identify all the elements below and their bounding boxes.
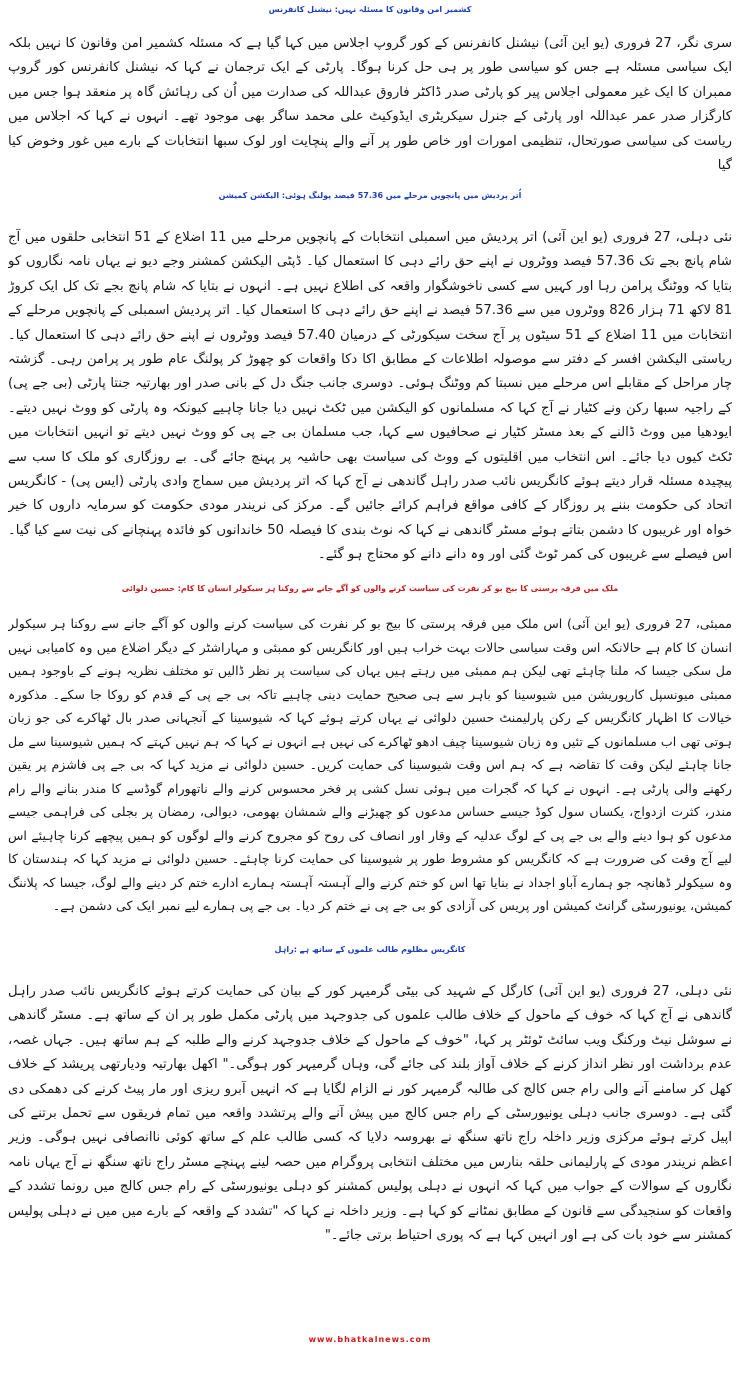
story-2-headline: اُتر پردیش میں پانچویں مرحلے میں 57.36 فیصد پولنگ ہوئی: الیکشن کمیشن: [218, 191, 522, 200]
story-4-body: [8, 980, 732, 1298]
site-url-footer[interactable]: www.bhatkalnews.com: [308, 1335, 432, 1344]
story-3-body: [8, 612, 732, 930]
story-3-text: ممبئی، 27 فروری (یو این آئی) اس ملک میں فرقہ پرستی کا بیج بو کر نفرت کی سیاست کرنے والوں کو آگے جانے سے روکنا ہر سیکولر انسان کا کام ہے حالانکہ اس وقت سیاسی حالات بہت خراب ہیں اور کانگریس کو ممبئی و مہاراشٹر کے دیگر اضلاع میں وہ کامیابی نہیں مل سکی جیسا کہ ملنا چاہئے تھی لیکن ہم ممبئی میں رہتے ہیں یہاں کی سیاست پر نظر ڈالیں تو مختلف نظریہ ہونے کے باوجود ہمیں ممبئی میونسپل کارپوریشن میں شیوسینا کو باہر سے ہی صحیح حمایت دینی چاہیے تاکہ بی جے پی کے قدم کو روکا جا سکے۔ مذکورہ خیالات کا اظہار کانگریس کے رکن پارلیمنٹ حسین دلوائی نے یہاں کرتے ہوئے کہا کہ شیوسینا کے آنجہانی صدر بال ٹھاکرے کی جو زبان ہوتی تھی اب مسلمانوں کے تئیں وہ زبان شیوسینا چیف ادھو ٹھاکرے کی نہیں ہے انہوں نے کہا کہ ہم نہیں کہتے کہ ہمیں شیوسینا سے مل جانا چاہئے لیکن وقت کا تقاضہ ہے کہ ہم اس وقت شیوسینا کی حمایت کریں۔ حسین دلوائی نے مزید کہا کہ بی جے پی فاشزم پر یقین رکھنے والی پارٹی ہے۔ انہوں نے کہا کہ گجرات میں ہوئی نسل کشی پر فخر محسوس کرنے والے ناتھورام گوڈسے کا مندر بنانے والے رام مندر، کثرت ازدواج، یکساں سول کوڈ جیسے حساس مدعوں کو چھیڑنے والے شمشان بھومی، دیوالی، رمضان پر بجلی کی فراہمی جیسے مدعوں کو ہوا دینے والے بی جے پی کے لوگ عدلیہ کے وقار اور انصاف کی روح کو مجروح کرنے والے لوگوں کو ہمیں پیچھے کرنا چاہیئے اس لیے آج وقت کی ضرورت ہے کہ کانگریس کو مشروط طور پر شیوسینا کی حمایت کرنا چاہئے۔ حسین دلوائی نے مزید کہا کہ ہندستان کا وہ سیکولر ڈھانچہ جو ہمارے آباو اجداد نے بنایا تھا اس کو ختم کرنے والے آہستہ آہستہ ہمارے ادارے ختم کر دینے والے لوگ، جیسا کہ پلاننگ کمیشن، یونیورسٹی گرانٹ کمیشن اور پریس کی آزادی کو بی جے پی نے ختم کر دیا۔ بی جے پی ہمارے لیے نمبر ایک کی دشمن ہے۔: [8, 616, 732, 913]
story-1-text: سری نگر، 27 فروری (یو این آئی) نیشنل کانفرنس کے کور گروپ اجلاس میں کہا گیا ہے کہ مسئلہ کشمیر امن وقانون کا نہیں بلکہ ایک سیاسی مسئلہ ہے جس کو سیاسی طور پر ہی حل کرنا ہوگا۔ پارٹی کے ایک ترجمان نے کہا کہ نیشنل کانفرنس کور گروپ ممبران کا ایک غیر معمولی اجلاس پیر کو پارٹی صدر ڈاکٹر فاروق عبداللہ کی صدارت میں اُن کی رہائش گاہ پر منعقد ہوا جس میں کارگزار صدر عمر عبداللہ اور پارٹی کے جنرل سیکریٹری ایڈوکیٹ علی محمد ساگر بھی موجود تھے۔ انہوں نے کہا کہ اجلاس میں ریاست کی سیاسی صورتحال، تنظیمی امورات اور خاص طور پر آنے والے پنچایت اور لوک سبھا انتخابات کے بارے میں غور وخوض کیا گیا: [8, 36, 732, 174]
story-2-text: نئی دہلی، 27 فروری (یو این آئی) اتر پردیش میں اسمبلی انتخابات کے پانچویں مرحلے میں 11 اضلاع کے 51 انتخابی حلقوں میں آج شام پانچ بجے تک 57.36 فیصد ووٹروں نے اپنے حق رائے دہی کا استعمال کیا۔ ڈپٹی الیکشن کمشنر وجے دیو نے یہاں نامہ نگاروں کو بتایا کہ ووٹنگ پرامن رہا اور کہیں سے کسی ناخوشگوار واقعہ کی اطلاع نہیں ہے۔ انہوں نے بتایا کہ شام پانچ بجے تک کل ایک کروڑ 81 لاکھ 71 ہزار 826 ووٹروں میں سے 57.36 فیصد نے اپنے حق رائے دہی کا استعمال کیا۔ اتر پردیش اسمبلی کے پانچویں مرحلے کے انتخابات میں 11 اضلاع کے 51 سیٹوں پر آج سخت سیکورٹی کے درمیان 57.40 فیصد ووٹروں نے اپنے حق رائے دہی کا استعمال کیا۔ ریاستی الیکشن افسر کے دفتر سے موصولہ اطلاعات کے مطابق اکا دکا واقعات کو چھوڑ کر پولنگ عام طور پر پرامن رہی۔ گزشتہ چار مراحل کے مقابلے اس مرحلے میں نسبتا کم ووٹنگ ہوئی۔ دوسری جانب جنگ دل کے بانی صدر اور بھارتیہ جنتا پارٹی (بی جے پی) کے راجیہ سبھا رکن ونے کٹیار نے آج کہا کہ مسلمانوں کو الیکشن میں ٹکٹ نہیں دیا جانا چاہیے کیونکہ وہ پارٹی کو ووٹ نہیں دیتے۔ ایودھیا میں ووٹ ڈالنے کے بعد مسٹر کٹیار نے صحافیوں سے کہا، جب مسلمان بی جے پی کو ووٹ نہیں دیتے تو انہیں انتخابات میں ٹکٹ کیوں دیا جائے۔ اس انتخاب میں اقلیتوں کے ووٹ کی سیاست بھی حاشیہ پر پہنچ جائے گی۔ بے روزگاری کو ملک کا سب سے پیچیدہ مسئلہ قرار دیتے ہوئے کانگریس نائب صدر راہل گاندھی نے آج کہا کہ اتر پردیش میں سماج وادی پارٹی (ایس پی) - کانگریس اتحاد کی حکومت بننے پر روزگار کے کافی مواقع فراہم کرائے جائیں گے۔ مرکز کی نریندر مودی حکومت کو سرمایہ داروں کا خیر خواہ اور غریبوں کا دشمن بتاتے ہوئے مسٹر گاندھی نے کہا کہ نوٹ بندی کا فیصلہ 50 خاندانوں کو فائدہ پہنچانے کی نیت سے کیا گیا۔ اس فیصلے سے غریبوں کی کمر ٹوٹ گئی اور وہ دانے دانے کو محتاج ہو گئے۔: [8, 230, 732, 563]
story-1-body: [8, 32, 732, 180]
story-4-text: نئی دہلی، 27 فروری (یو این آئی) کارگل کے شہید کی بیٹی گرمیہر کور کے بیان کی حمایت کرتے ہوئے کانگریس نائب صدر راہل گاندھی نے آج کہا کہ خوف کے ماحول کے خلاف طالب علموں کی جدوجہد میں پارٹی مکمل طور پر ان کے ساتھ ہے۔ مسٹر گاندھی نے سوشل نیٹ ورکنگ ویب سائٹ ٹوئٹر پر کہا، "خوف کے ماحول کے خلاف جدوجہد کرنے والے طلبہ کے ہم ساتھ ہیں۔ جہاں غصہ، عدم برداشت اور نظر انداز کرنے کے خلاف آواز بلند کی جائے گی، وہاں گرمیہر کور ہوگی۔" اکھل بھارتیہ ودیارتھی پریشد کے خلاف کھل کر سامنے آنے والی رام جس کالج کی طالبہ گرمیہر کور نے الزام لگایا ہے کہ انہیں آبرو ریزی اور مار پیٹ کرنے کی دھمکی دی گئی ہے۔ دوسری جانب دہلی یونیورسٹی کے رام جس کالج میں پیش آنے والے پرتشدد واقعہ میں تمام فریقوں سے تحمل برتنے کی اپیل کرتے ہوئے مرکزی وزیر داخلہ راج ناتھ سنگھ نے بھروسہ دلایا کہ کسی طالب علم کے ساتھ کوئی ناانصافی نہیں ہوگی۔ وزیر اعظم نریندر مودی کے پارلیمانی حلقہ بنارس میں مختلف انتخابی پروگرام میں حصہ لینے پہنچے مسٹر راج ناتھ سنگھ نے آج یہاں نامہ نگاروں کے سوالات کے جواب میں کہا کہ انہوں نے دہلی پولیس کمشنر کو دہلی یونیورسٹی کے رام جس کالج میں رونما تشدد کے واقعات کو سنجیدگی سے قانون کے مطابق نمٹانے کو کہا ہے۔ وزیر داخلہ نے کہا کہ "تشدد کے واقعہ کے بارے میں میں نے دہلی پولیس کمشنر سے خود بات کی ہے اور انہیں کہا ہے کہ پوری احتیاط برتی جائے۔": [8, 984, 732, 1244]
story-4-headline: کانگریس مظلوم طالب علموں کے ساتھ ہے :راہل: [274, 945, 466, 954]
story-2-body: [8, 226, 732, 572]
story-1-headline: کشمیر امن وقانون کا مسئلہ نہیں: نیشنل کانفرنس: [268, 5, 472, 14]
story-3-headline: ملک میں فرقہ پرستی کا بیج بو کر نفرت کی سیاست کرنے والوں کو آگے جانے سے روکنا ہر سیکولر انسان کا کام: حسین دلوائی: [121, 584, 619, 593]
